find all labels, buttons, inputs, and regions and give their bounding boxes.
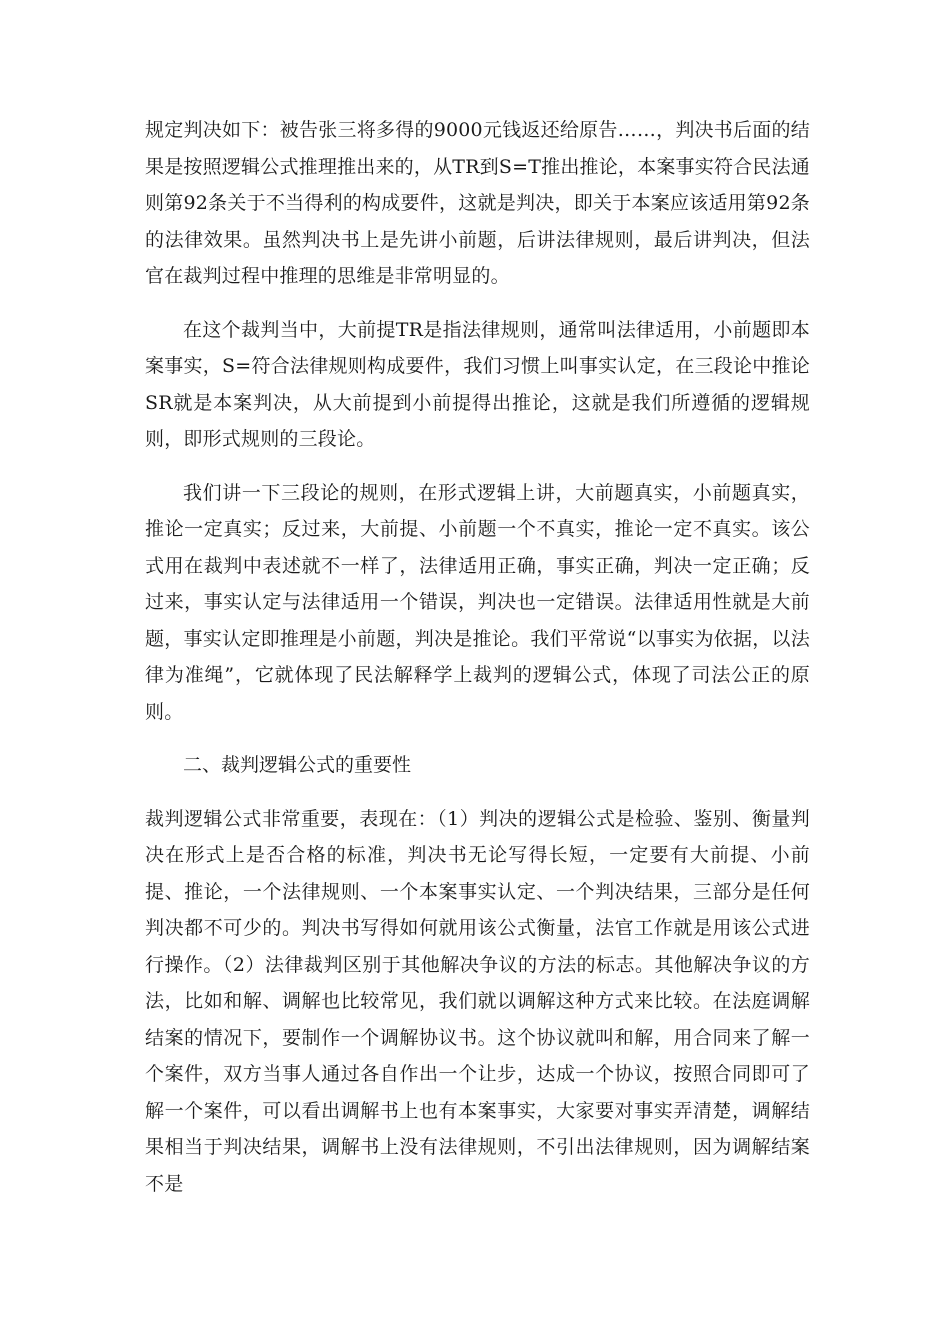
paragraph-judgment-continuation: 规定判决如下：被告张三将多得的9000元钱返还给原告……，判决书后面的结果是按照逻辑公式推理推出来的，从TR到S=T推出推论，本案事实符合民法通则第92条关于不当得利的构成要件，这就是判决，即关于本案应该适用第92条的法律效果。虽然判决书上是先讲小前题，后讲法律规则，最后讲判决，但法官在裁判过程中推理的思维是非常明显的。 bbox=[145, 119, 810, 287]
paragraph-importance: 裁判逻辑公式非常重要，表现在：（1）判决的逻辑公式是检验、鉴别、衡量判决在形式上是否合格的标准，判决书无论写得长短，一定要有大前提、小前提、推论，一个法律规则、一个本案事实认定、一个判决结果，三部分是任何判决都不可少的。判决书写得如何就用该公式衡量，法官工作就是用该公式进行操作。（2）法律裁判区别于其他解决争议的方法的标志。其他解决争议的方法，比如和解、调解也比较常见，我们就以调解这种方式来比较。在法庭调解结案的情况下，要制作一个调解协议书。这个协议就叫和解，用合同来了解一个案件，双方当事人通过各自作出一个让步，达成一个协议，按照合同即可了解一个案件，可以看出调解书上也有本案事实，大家要对事实弄清楚，调解结果相当于判决结果，调解书上没有法律规则，不引出法律规则，因为调解结案不是 bbox=[145, 807, 810, 1195]
section-heading: 二、裁判逻辑公式的重要性 bbox=[183, 754, 412, 776]
paragraph-syllogism-rules: 我们讲一下三段论的规则，在形式逻辑上讲，大前题真实，小前题真实，推论一定真实；反过来，大前提、小前题一个不真实，推论一定不真实。该公式用在裁判中表述就不一样了，法律适用正确，事实正确，判决一定正确；反过来，事实认定与法律适用一个错误，判决也一定错误。法律适用性就是大前题，事实认定即推理是小前题，判决是推论。我们平常说“以事实为依据，以法律为准绳”，它就体现了民法解释学上裁判的逻辑公式，体现了司法公正的原则。 bbox=[145, 481, 810, 723]
paragraph-major-premise: 在这个裁判当中，大前提TR是指法律规则，通常叫法律适用，小前题即本案事实，S=符合法律规则构成要件，我们习惯上叫事实认定，在三段论中推论SR就是本案判决，从大前提到小前提得出推论，这就是我们所遵循的逻辑规则，即形式规则的三段论。 bbox=[145, 318, 810, 450]
document-body bbox=[145, 112, 810, 1202]
